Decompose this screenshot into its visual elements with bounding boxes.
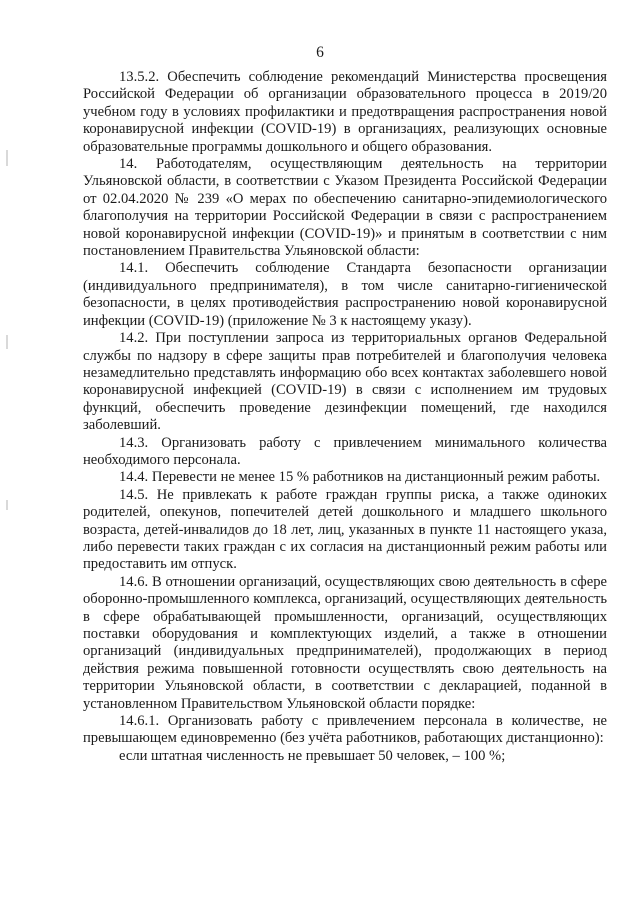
paragraph-14-5: 14.5. Не привлекать к работе граждан группы риска, а также одиноких родителей, опекунов, попечителей детей дошкольного и младшего школьного возраста, детей-инвалидов до 18 лет, лиц, указанных в пункте 11 настоящего указа, либо перевести таких граждан с их согласия на дистанционный режим работы или предоставить им отпуск. [83, 486, 607, 573]
document-body [83, 69, 607, 765]
page-number: 6 [316, 44, 324, 61]
scan-margin-mark [6, 335, 8, 349]
paragraph-14-6-1: 14.6.1. Организовать работу с привлечением персонала в количестве, не превышающем единовременно (без учёта работников, работающих дистанционно): [83, 713, 607, 747]
paragraph-14-6: 14.6. В отношении организаций, осуществляющих свою деятельность в сфере оборонно-промышленного комплекса, организаций, осуществляющих деятельность в сфере обрабатывающей промышленности, организаций, осуществляющих поставки оборудования и комплектующих изделий, а также в отношении организаций (индивидуальных предпринимателей), продолжающих в период действия режима повышенной готовности осуществлять свою деятельность на территории Ульяновской области, в соответствии с декларацией, поданной в установленном Правительством Ульяновской области порядке: [83, 573, 607, 712]
paragraph-14-1: 14.1. Обеспечить соблюдение Стандарта безопасности организации (индивидуального предпринимателя), в том числе санитарно-гигиенической безопасности, в целях противодействия распространению новой коронавирусной инфекции (COVID-19) (приложение № 3 к настоящему указу). [83, 260, 607, 329]
paragraph-13-5-2: 13.5.2. Обеспечить соблюдение рекомендаций Министерства просвещения Российской Федерации об организации образовательного процесса в 2019/20 учебном году в условиях профилактики и предотвращения распространения новой коронавирусной инфекции (COVID-19) в организациях, реализующих основные образовательные программы дошкольного и общего образования. [83, 69, 607, 155]
paragraph-14-3: 14.3. Организовать работу с привлечением минимального количества необходимого персонала. [83, 434, 607, 468]
scan-margin-mark [6, 150, 8, 166]
paragraph-staff-limit-50: если штатная численность не превышает 50 человек, – 100 %; [119, 747, 506, 764]
paragraph-14: 14. Работодателям, осуществляющим деятельность на территории Ульяновской области, в соответствии с Указом Президента Российской Федерации от 02.04.2020 № 239 «О мерах по обеспечению санитарно-эпидемиологического благополучия на территории Российской Федерации в связи с распространением новой коронавирусной инфекции (COVID-19)» и принятым в соответствии с ним постановлением Правительства Ульяновской области: [83, 156, 607, 260]
paragraph-14-4: 14.4. Перевести не менее 15 % работников на дистанционный режим работы. [119, 469, 601, 486]
scan-margin-mark [6, 500, 8, 510]
paragraph-14-2: 14.2. При поступлении запроса из территориальных органов Федеральной службы по надзору в сфере защиты прав потребителей и благополучия человека незамедлительно представлять информацию обо всех контактах заболевшего новой коронавирусной инфекцией (COVID-19) в связи с исполнением им трудовых функций, обеспечить проведение дезинфекции помещений, где находился заболевший. [83, 330, 607, 434]
